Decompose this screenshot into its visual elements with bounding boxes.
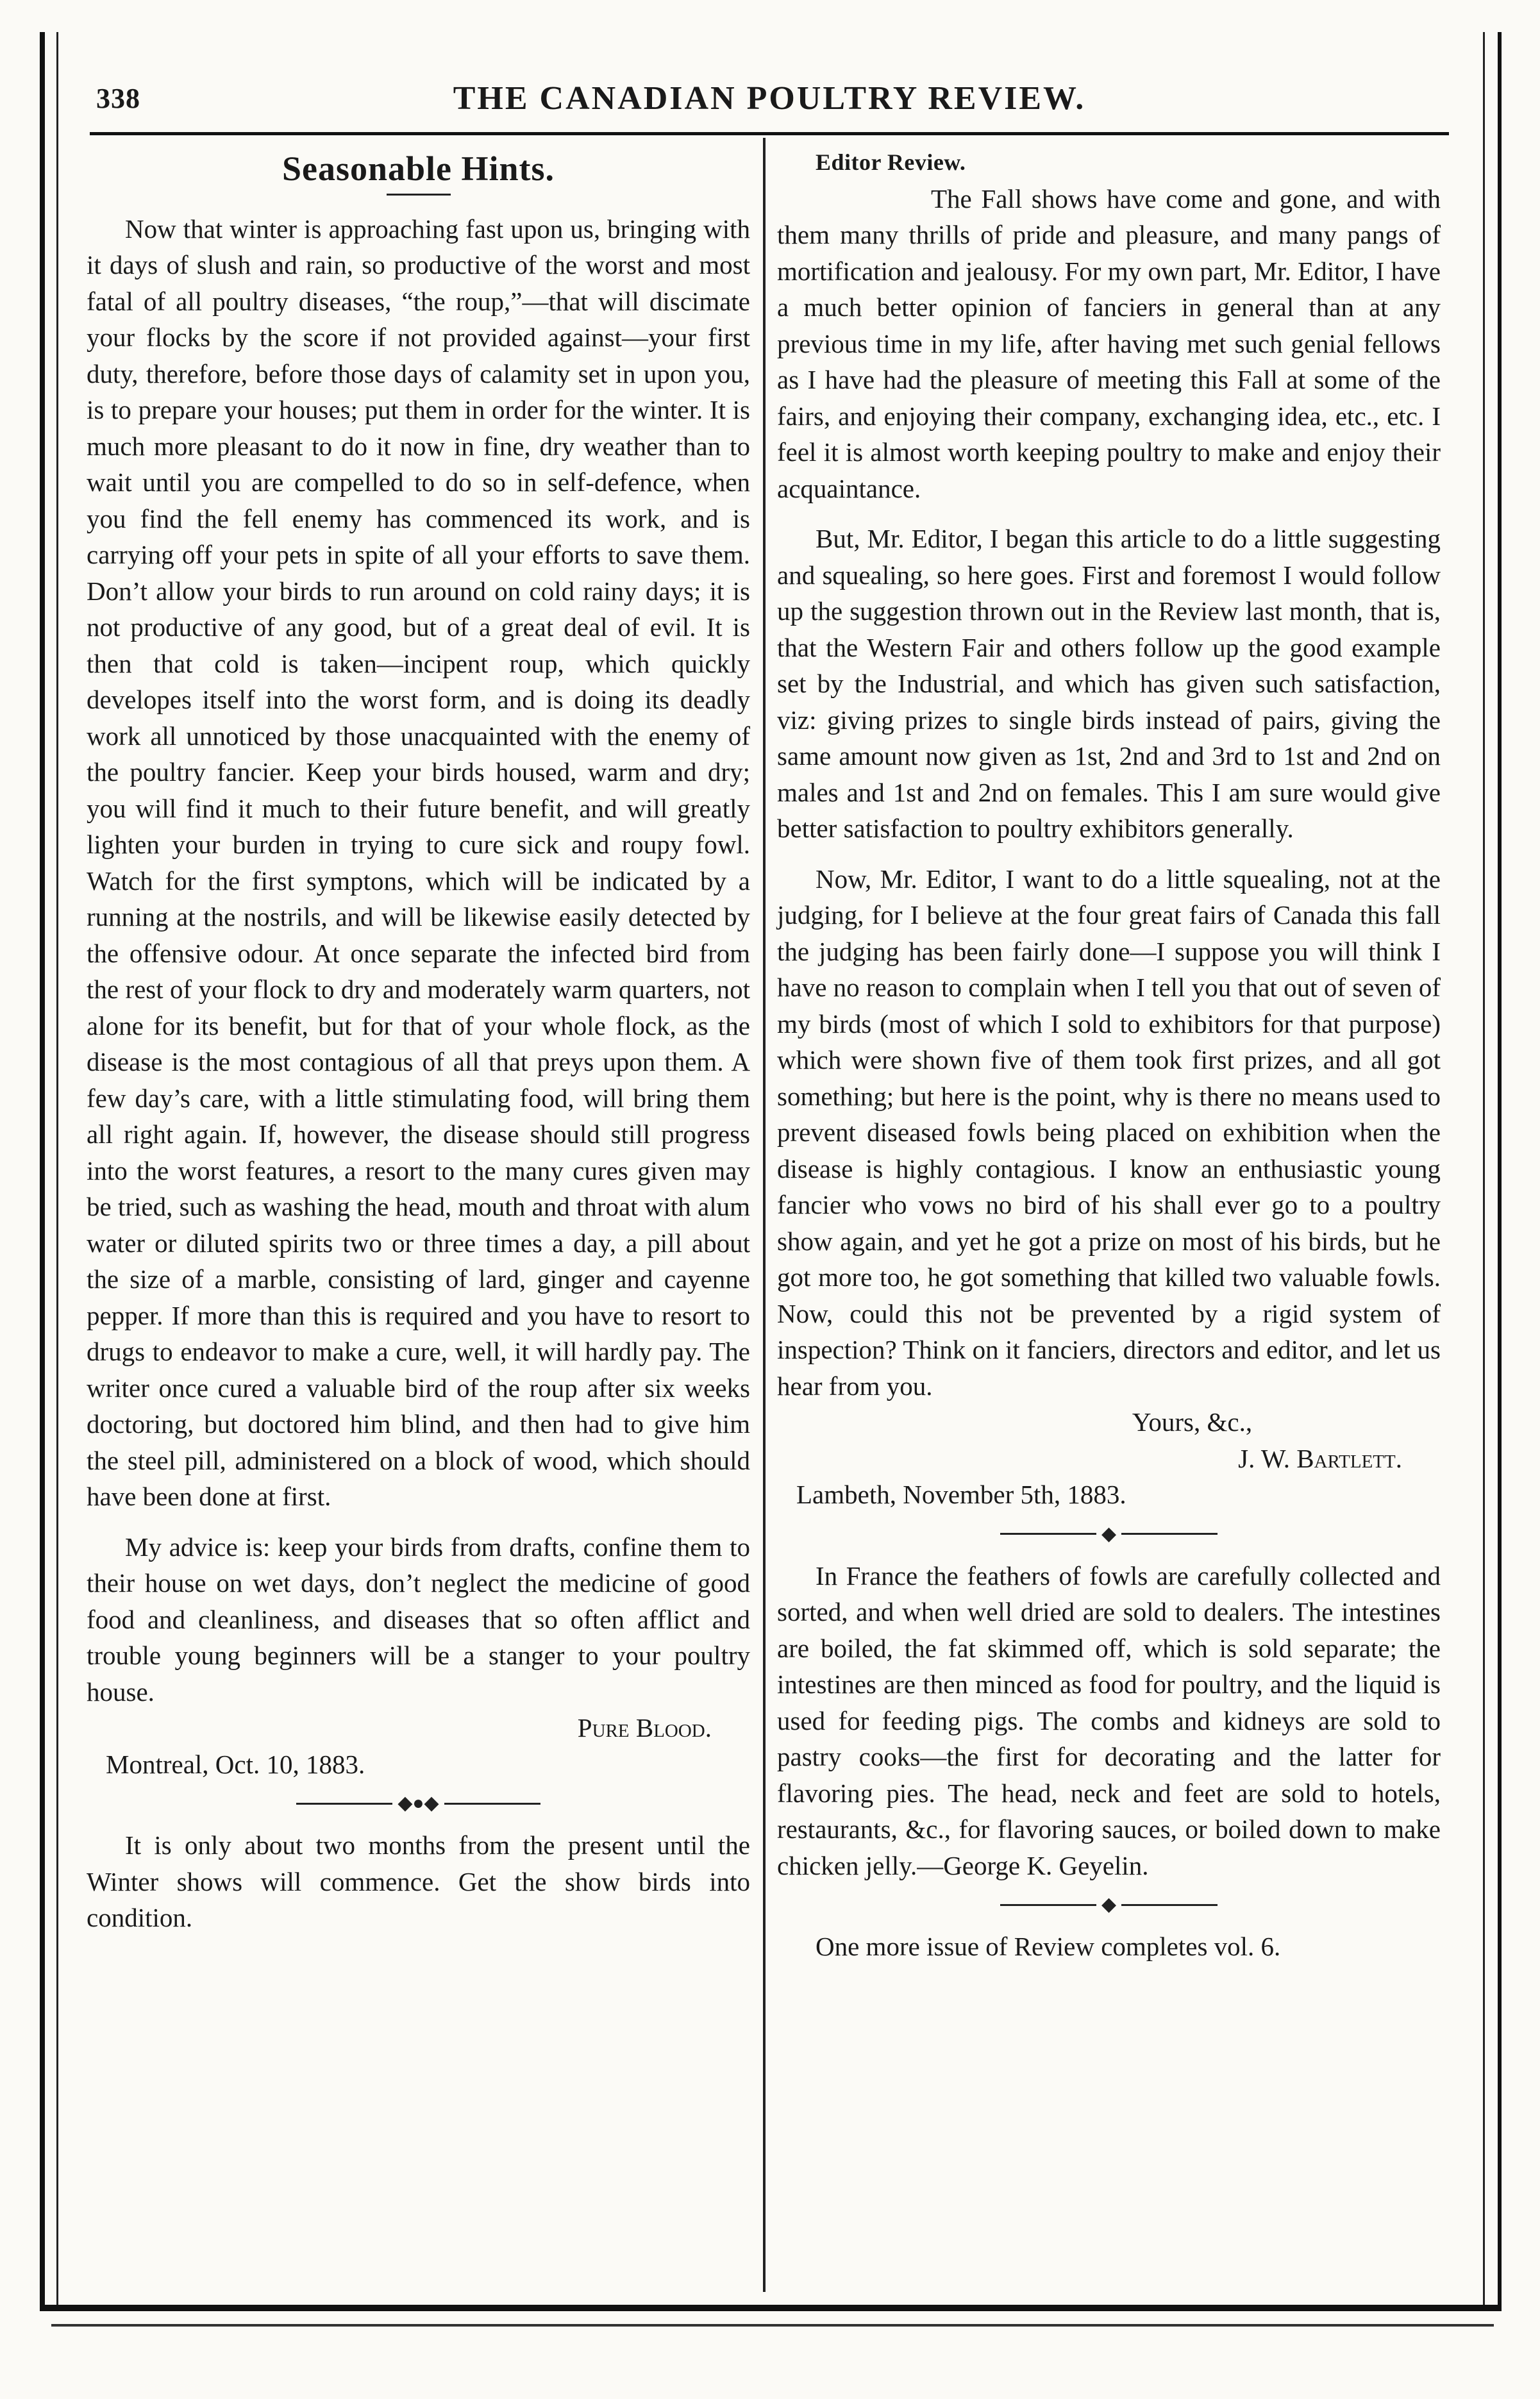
letter-signature: J. W. Bartlett.	[1238, 1443, 1402, 1473]
left-column	[87, 144, 750, 1936]
column-divider	[763, 138, 766, 2292]
ornament-mark: ◆	[1101, 1894, 1117, 1915]
letter-paragraph: Now, Mr. Editor, I want to do a little squealing, not at the judging, for I believe at the four great fairs of Canada this fall the judging has been fairly done—I suppose you will think I have no reason to complain when I tell you that out of seven of my birds (most of which I sold to exhibitors for that purpose) which were shown five of them took first prizes, and all got something; but here is the point, why is there no means used to prevent diseased fowls being placed on exhibition when the disease is highly contagious. I know an enthusiastic young fancier who vows no bird of his shall ever go to a poultry show again, and yet he got a prize on most of his birds, but he got more too, he got something that killed two valuable fowls. Now, could this not be prevented by a rigid system of inspection? Think on it fanciers, directors and editor, and let us hear from you.	[777, 864, 1441, 1401]
ornament-bar	[444, 1803, 540, 1805]
ornament-mark: ◆●◆	[398, 1793, 439, 1814]
running-title: THE CANADIAN POULTRY REVIEW.	[453, 80, 1086, 117]
ornament-bar	[296, 1803, 392, 1805]
section-ornament	[777, 1895, 1441, 1914]
letter-salutation: Editor Review.	[816, 149, 966, 175]
right-column	[777, 144, 1441, 1965]
section-ornament	[777, 1525, 1441, 1544]
article-dateline: Montreal, Oct. 10, 1883.	[106, 1749, 365, 1779]
article-signature: Pure Blood.	[577, 1713, 712, 1743]
article-paragraph: In France the feathers of fowls are carefully collected and sorted, and when well dried are sold to dealers. The intestines are boiled, the fat skimmed off, which is sold separate; the intestines are then minced as food for poultry, and the liquid is used for feeding pigs. The combs and kidneys are sold to pastry cooks—the first for decorating and the latter for flavoring pies. The head, neck and feet are sold to hotels, restaurants, &c., for flavoring sauces, or boiled down to make chicken jelly.—George K. Geyelin.	[777, 1560, 1441, 1880]
ornament-mark: ◆	[1101, 1523, 1117, 1544]
letter-dateline: Lambeth, November 5th, 1883.	[796, 1480, 1126, 1509]
bottom-rule	[40, 2305, 1502, 2311]
note-paragraph: It is only about two months from the present until the Winter shows will commence. Get the show birds into condition.	[87, 1830, 750, 1932]
letter-paragraph: The Fall shows have come and gone, and with them many thrills of pride and pleasure, and many pangs of mortification and jealousy. For my own part, Mr. Editor, I have a much better opinion of fanciers in general than at any previous time in my life, after having met such genial fellows as I have had the pleasure of meeting this Fall at some of the fairs, and enjoying their company, exchanging idea, etc., etc. I feel it is almost worth keeping poultry to make and enjoy their acquaintance.	[777, 183, 1441, 503]
bottom-rule-thin	[51, 2324, 1494, 2327]
header-rule	[90, 132, 1449, 135]
page-header	[90, 71, 1449, 122]
article-paragraph: My advice is: keep your birds from drafts, confine them to their house on wet days, don’t neglect the medicine of good food and cleanliness, and diseases that so often afflict and trouble young beginners will be a stanger to your poultry house.	[87, 1532, 750, 1707]
ornament-bar	[1000, 1904, 1096, 1906]
ornament-bar	[1121, 1904, 1218, 1906]
ornament-bar	[1121, 1533, 1218, 1535]
title-rule	[387, 194, 451, 196]
letter-closing: Yours, &c.,	[1132, 1407, 1253, 1437]
ornament-bar	[1000, 1533, 1096, 1535]
section-ornament	[87, 1794, 750, 1813]
article-paragraph: Now that winter is approaching fast upon us, bringing with it days of slush and rain, so productive of the worst and most fatal of all poultry diseases, “the roup,”—that will discimate your flocks by the score if not provided against—your first duty, therefore, before those days of calamity set in upon you, is to prepare your houses; put them in order for the winter. It is much more pleasant to do it now in fine, dry weather than to wait until you are compelled to do so in self-defence, when you find the fell enemy has commenced its work, and is carrying off your pets in spite of all your efforts to save them. Don’t allow your birds to run around on cold rainy days; it is not productive of any good, but of a great deal of evil. It is then that cold is taken—incipent roup, which quickly developes itself into the worst form, and is doing its deadly work all unnoticed by those unacquainted with the enemy of the poultry fancier. Keep your birds housed, warm and dry; you will find it much to their future benefit, and will greatly lighten your burden in trying to cure sick and roupy fowl. Watch for the first symptons, which will be indicated by a running at the nostrils, and will be likewise easily detected by the offensive odour. At once separate the infected bird from the rest of your flock to dry and moderately warm quarters, not alone for its benefit, but for that of your whole flock, as the disease is the most contagious of all that preys upon them. A few day’s care, with a little stimulating food, will bring them all right again. If, however, the disease should still progress into the worst features, a resort to the many cures given may be tried, such as washing the head, mouth and throat with alum water or diluted spirits two or three times a day, a pill about the size of a marble, consisting of lard, ginger and cayenne pepper. If more than this is required and you have to resort to drugs to endeavor to make a cure, well, it will hardly pay. The writer once cured a valuable bird of the roup after six weeks doctoring, but doctored him blind, and then had to give him the steel pill, administered on a block of wood, which should have been done at first.	[87, 213, 751, 1511]
letter-paragraph: But, Mr. Editor, I began this article to do a little suggesting and squealing, so here goes. First and foremost I would follow up the suggestion thrown out in the Review last month, that is, that the Western Fair and others follow up the good example set by the Industrial, and which has given such satisfaction, viz: giving prizes to single birds instead of pairs, giving the same amount now given as 1st, 2nd and 3rd to 1st and 2nd on males and 1st and 2nd on females. This I am sure would give better satisfaction to poultry exhibitors generally.	[777, 524, 1441, 843]
article-title: Seasonable Hints.	[281, 149, 555, 188]
note-paragraph: One more issue of Review completes vol. 6.	[816, 1932, 1281, 1961]
page-number: 338	[96, 83, 140, 114]
